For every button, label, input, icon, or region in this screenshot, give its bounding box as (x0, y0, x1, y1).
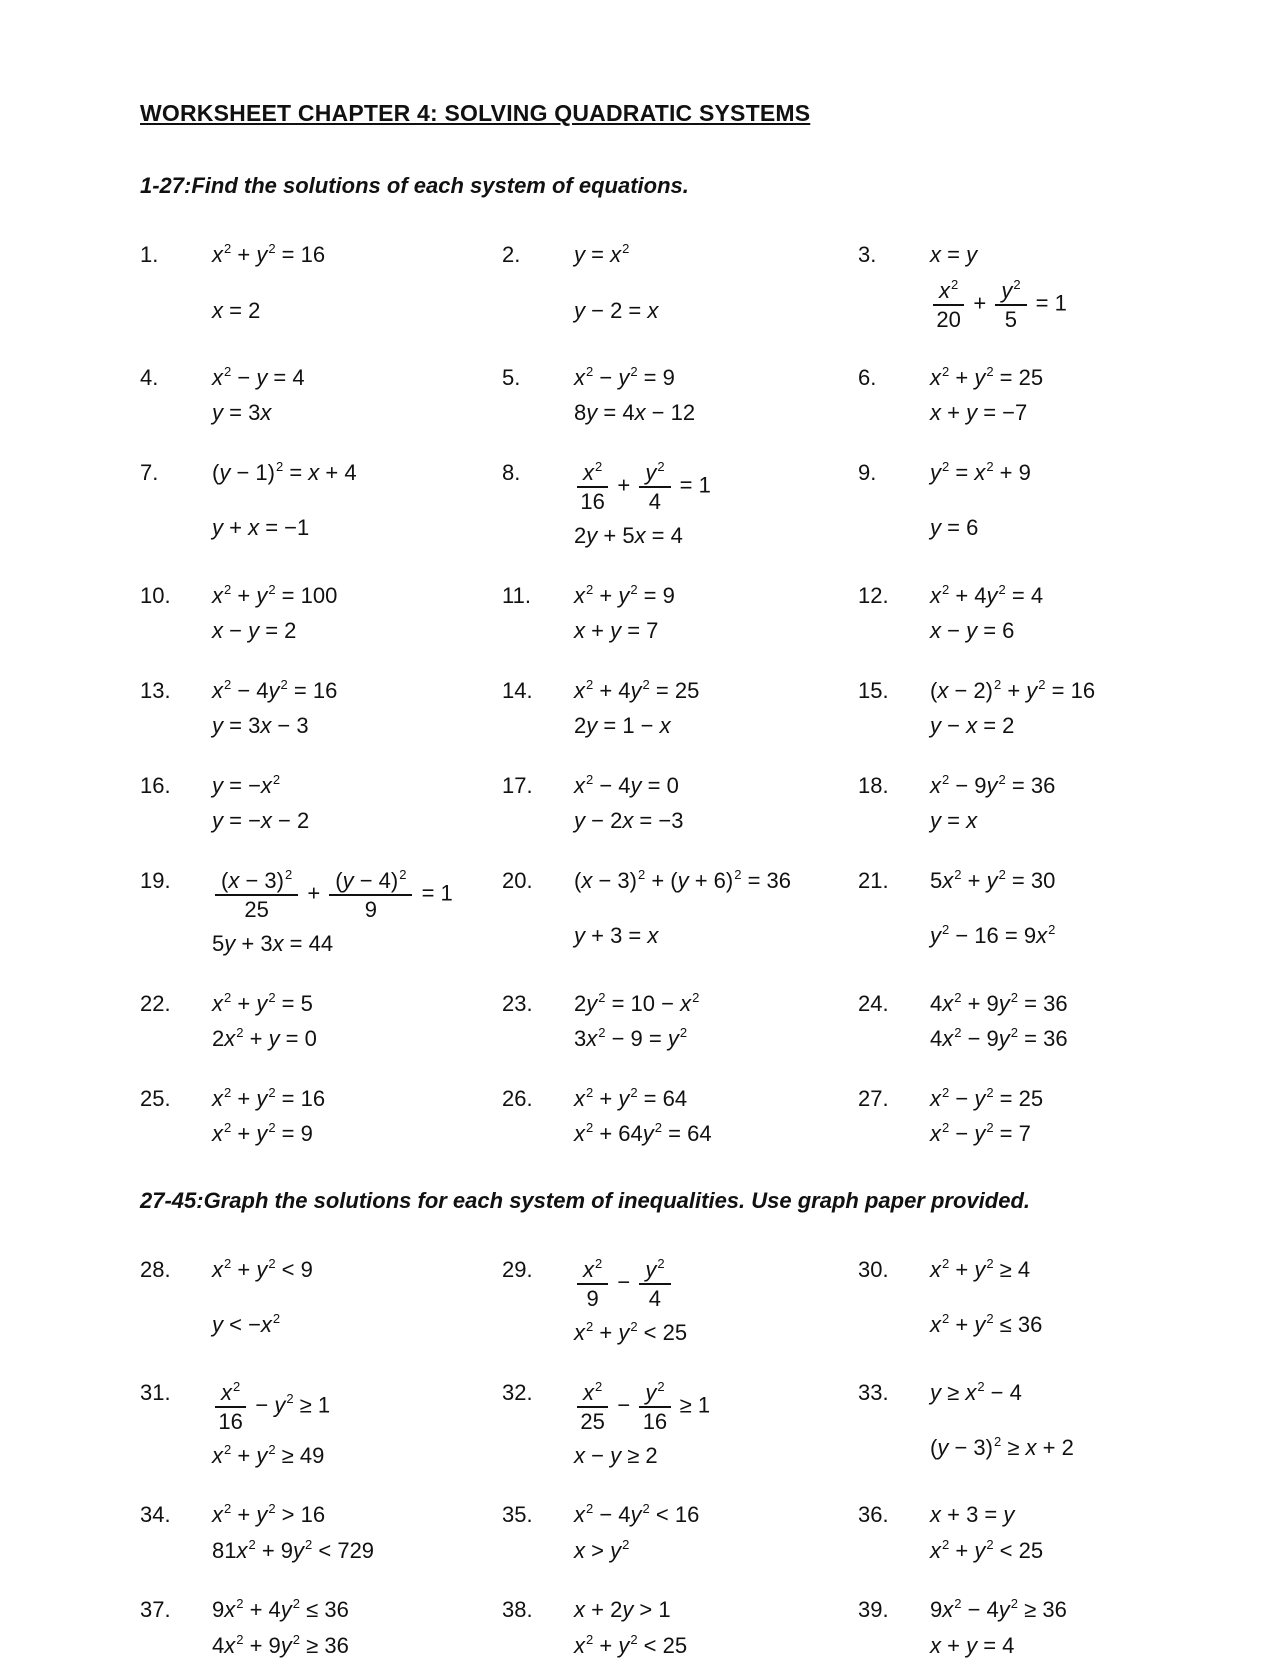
equation-line: $\frac{x^2}{9}$ − $\frac{y^2}{4}$ (574, 1256, 858, 1311)
equation-line: 5y + 3x = 44 (212, 931, 334, 957)
equation-line: y − 2 = x (574, 297, 659, 323)
fraction (577, 1379, 608, 1434)
problem-number: 24. (858, 990, 889, 1016)
fraction-denominator: 4 (648, 1285, 662, 1311)
problem-number: 30. (858, 1256, 889, 1282)
equation-line: x + 2y > 1 (574, 1597, 671, 1623)
fraction-numerator: $x^2$ (577, 459, 608, 488)
problem-number: 26. (502, 1085, 533, 1111)
section2-instruction: 27-45:Graph the solutions for each system of inequalities. Use graph paper provided. (140, 1187, 1030, 1213)
problem-29 (502, 1256, 858, 1347)
equation-line: $4x^2 - 9y^2 = 36$ (930, 1025, 1068, 1052)
problem-number: 3. (858, 242, 877, 267)
equation-line: y − x = 2 (930, 713, 1015, 739)
problem-15 (858, 677, 1235, 740)
equation-line: $x^2 + 4y^2 = 4$ (930, 581, 1044, 608)
fraction (577, 459, 608, 514)
problem-number: 25. (140, 1085, 171, 1111)
problem-equations (212, 582, 502, 645)
equation-line: 2y + 5x = 4 (574, 523, 683, 549)
problem-33 (858, 1379, 1235, 1470)
problem-number: 28. (140, 1256, 171, 1282)
problem-equations (930, 241, 1235, 332)
problem-number: 39. (858, 1597, 889, 1623)
problem-number: 14. (502, 677, 533, 703)
equation-line: x − y = 2 (212, 618, 297, 644)
problem-number: 19. (140, 867, 171, 893)
equation-line: $y < -x^2$ (212, 1311, 281, 1338)
problem-22 (140, 990, 502, 1053)
equation-line: y − 2x = −3 (574, 808, 684, 834)
problem-32 (502, 1379, 858, 1470)
equation-line: $x^2 + y^2 > 16$ (212, 1501, 326, 1528)
problem-12 (858, 582, 1235, 645)
problem-equations (930, 677, 1235, 740)
problem-equations (212, 241, 502, 324)
equation-line: x − y ≥ 2 (574, 1442, 658, 1468)
fraction-numerator: $y^2$ (639, 1256, 670, 1285)
equation-line: $(y - 3)^2 \ge x + 2$ (930, 1434, 1074, 1460)
fraction-denominator: 16 (580, 489, 605, 515)
fraction-denominator: 16 (218, 1408, 243, 1434)
problem-number: 33. (858, 1379, 889, 1405)
problem-27 (858, 1085, 1235, 1148)
problem-equations (212, 1379, 502, 1470)
equation-line: x = 2 (212, 297, 261, 323)
fraction (995, 277, 1026, 332)
problem-number: 13. (140, 677, 171, 703)
problem-number: 11. (502, 582, 531, 608)
problem-equations (574, 459, 858, 550)
problem-number: 12. (858, 582, 889, 608)
equation-line: $x^2 + y^2 \ge 4$ (930, 1255, 1031, 1282)
equation-line: y = x (930, 808, 978, 834)
problem-number: 36. (858, 1502, 889, 1528)
problem-number: 4. (140, 364, 159, 390)
problem-25 (140, 1085, 502, 1148)
problem-equations (930, 1379, 1235, 1462)
problem-35 (502, 1501, 858, 1564)
equation-line: $x^2 + y^2 \le 36$ (930, 1311, 1043, 1338)
equation-line: $x^2 + y^2 < 25$ (574, 1319, 688, 1345)
fraction-numerator: $y^2$ (639, 1379, 670, 1408)
problem-1 (140, 241, 502, 332)
equation-line: $x^2 + y^2 = 16$ (212, 241, 326, 267)
problem-17 (502, 772, 858, 835)
equation-line: $x^2 + y^2 = 64$ (574, 1084, 688, 1111)
equation-line: $9x^2 - 4y^2 \ge 36$ (930, 1596, 1067, 1623)
fraction-denominator: 25 (244, 896, 269, 922)
problem-equations (574, 1085, 858, 1148)
fraction-denominator: 20 (936, 306, 961, 332)
problem-34 (140, 1501, 502, 1564)
problem-number: 31. (140, 1379, 171, 1405)
problem-equations (212, 867, 502, 958)
fraction (215, 867, 298, 922)
fraction (329, 867, 412, 922)
problem-equations (212, 990, 502, 1053)
fraction-numerator: $x^2$ (577, 1379, 608, 1408)
fraction-denominator: 9 (586, 1285, 599, 1311)
equation-line: $81x^2 + 9y^2 < 729$ (212, 1536, 375, 1563)
equation-line: $x^2 - 4y^2 = 16$ (212, 676, 338, 703)
fraction-denominator: 5 (1004, 306, 1018, 332)
problem-8 (502, 459, 858, 550)
problem-number: 18. (858, 772, 889, 798)
problem-2 (502, 241, 858, 332)
problem-equations (930, 364, 1235, 427)
equation-line: $(x - 2)^2 + y^2 = 16$ (930, 676, 1096, 703)
problem-equations (212, 677, 502, 740)
problem-equations (212, 1085, 502, 1148)
problem-30 (858, 1256, 1235, 1347)
problem-number: 6. (858, 364, 877, 390)
section1-instruction: 1-27:Find the solutions of each system of equations. (140, 173, 689, 198)
fraction-numerator: $x^2$ (577, 1256, 608, 1285)
problem-equations (574, 1379, 858, 1470)
problem-equations (930, 582, 1235, 645)
problem-equations (212, 1501, 502, 1564)
problem-equations (212, 459, 502, 542)
problem-equations (574, 990, 858, 1053)
problem-equations (574, 241, 858, 324)
problem-equations (930, 772, 1235, 835)
problem-equations (574, 1501, 858, 1564)
problem-9 (858, 459, 1235, 550)
equation-line: 2y = 1 − x (574, 713, 671, 739)
equation-line: x + y = −7 (930, 400, 1028, 426)
equation-line: $x^2 - y^2 = 7$ (930, 1120, 1031, 1147)
equation-line: 8y = 4x − 12 (574, 400, 696, 426)
problem-20 (502, 867, 858, 958)
problem-36 (858, 1501, 1235, 1564)
problem-26 (502, 1085, 858, 1148)
problem-number: 15. (858, 677, 889, 703)
problem-24 (858, 990, 1235, 1053)
problem-number: 34. (140, 1502, 171, 1528)
problem-equations (930, 990, 1235, 1053)
problem-31 (140, 1379, 502, 1470)
equation-line: $x > y^2$ (574, 1536, 630, 1563)
problem-number: 21. (858, 867, 889, 893)
equation-line: $\frac{x^2}{25}$ − $\frac{y^2}{16}$ ≥ 1 (574, 1379, 858, 1434)
equation-line: x + y = 7 (574, 618, 659, 644)
equation-line: $x^2 + y^2 < 9$ (212, 1255, 313, 1282)
section1-problems (140, 241, 1235, 1148)
problem-number: 5. (502, 364, 521, 390)
equation-line: $x^2 + y^2 = 16$ (212, 1084, 326, 1111)
problem-10 (140, 582, 502, 645)
fraction-denominator: 4 (648, 489, 662, 515)
equation-line: $9x^2 + 4y^2 \le 36$ (212, 1596, 349, 1623)
problem-number: 37. (140, 1597, 171, 1623)
problem-11 (502, 582, 858, 645)
problem-equations (574, 1256, 858, 1347)
equation-line: $y = x^2$ (574, 241, 630, 267)
equation-line: $y \ge x^2 - 4$ (930, 1378, 1022, 1405)
equation-line: $x^2 - 4y = 0$ (574, 771, 679, 798)
equation-line: y + x = −1 (212, 515, 310, 541)
equation-line: $2y^2 = 10 - x^2$ (574, 989, 700, 1016)
equation-line: $y^2 - 16 = 9x^2$ (930, 922, 1056, 949)
equation-line: $2x^2 + y = 0$ (212, 1025, 317, 1052)
equation-line: $4x^2 + 9y^2 \ge 36$ (212, 1631, 349, 1658)
problem-number: 9. (858, 459, 877, 485)
equation-line: $3x^2 - 9 = y^2$ (574, 1025, 688, 1052)
problem-equations (212, 364, 502, 427)
equation-line: y = 6 (930, 515, 979, 541)
fraction-numerator: $(x - 3)^2$ (215, 867, 298, 896)
equation-line: $x^2 - 4y^2 < 16$ (574, 1501, 700, 1528)
equation-line: $y^2 = x^2 + 9$ (930, 458, 1031, 485)
problem-14 (502, 677, 858, 740)
problem-18 (858, 772, 1235, 835)
equation-line: $5x^2 + y^2 = 30$ (930, 866, 1056, 893)
problem-number: 10. (140, 582, 171, 608)
problem-number: 35. (502, 1502, 533, 1528)
equation-line: x + y = 4 (930, 1632, 1015, 1658)
fraction-numerator: $y^2$ (995, 277, 1026, 306)
problem-number: 22. (140, 990, 171, 1016)
equation-line: $x^2 - 9y^2 = 36$ (930, 771, 1056, 798)
fraction (215, 1379, 246, 1434)
equation-line: x − y = 6 (930, 618, 1015, 644)
equation-line: $y = -x^2$ (212, 771, 281, 798)
problem-equations (574, 364, 858, 427)
problem-number: 20. (502, 867, 533, 893)
problem-equations (574, 867, 858, 950)
problem-23 (502, 990, 858, 1053)
fraction (639, 1256, 670, 1311)
problem-16 (140, 772, 502, 835)
equation-line: y = −x − 2 (212, 808, 310, 834)
problem-equations (930, 1256, 1235, 1339)
problem-number: 2. (502, 242, 521, 267)
equation-line: $x^2 + y^2 < 25$ (930, 1536, 1044, 1563)
fraction (639, 1379, 670, 1434)
equation-line: $x^2 - y = 4$ (212, 363, 305, 390)
equation-line: $x^2 - y^2 = 25$ (930, 1084, 1044, 1111)
problem-number: 8. (502, 459, 521, 485)
fraction-numerator: $x^2$ (215, 1379, 246, 1408)
equation-line: $x^2 + 64y^2 = 64$ (574, 1120, 712, 1147)
equation-line: $x^2 + y^2 = 25$ (930, 363, 1044, 390)
fraction-numerator: $y^2$ (639, 459, 670, 488)
equation-line: $x^2 + y^2 = 9$ (212, 1120, 313, 1147)
problem-equations (574, 772, 858, 835)
equation-line: $4x^2 + 9y^2 = 36$ (930, 989, 1068, 1016)
problem-6 (858, 364, 1235, 427)
problem-19 (140, 867, 502, 958)
equation-line: $\frac{x^2}{20}$ + $\frac{y^2}{5}$ = 1 (930, 277, 1235, 332)
fraction-denominator: 25 (580, 1408, 605, 1434)
equation-line: $\frac{x^2}{16}$ − $y^2 \ge 1$ (212, 1379, 502, 1434)
problem-number: 27. (858, 1085, 889, 1111)
problem-equations (574, 677, 858, 740)
equation-line: $(x - 3)^2 + (y + 6)^2 = 36$ (574, 866, 792, 893)
equation-line: $x^2 + y^2 < 25$ (574, 1631, 688, 1658)
equation-line: $x^2 + y^2 = 5$ (212, 989, 313, 1016)
equation-line: $x^2 + y^2 \ge 49$ (212, 1441, 325, 1468)
fraction-numerator: $(y - 4)^2$ (329, 867, 412, 896)
problem-13 (140, 677, 502, 740)
problem-7 (140, 459, 502, 550)
fraction-denominator: 9 (364, 896, 377, 922)
problem-number: 29. (502, 1256, 533, 1282)
problem-equations (930, 1085, 1235, 1148)
problem-equations (930, 459, 1235, 542)
equation-line: y = 3x (212, 400, 272, 426)
problem-number: 7. (140, 459, 159, 485)
problem-5 (502, 364, 858, 427)
problem-number: 32. (502, 1379, 533, 1405)
fraction (933, 277, 964, 332)
section2-problems (140, 1256, 1235, 1659)
equation-line: $x^2 + 4y^2 = 25$ (574, 676, 700, 703)
page-title: WORKSHEET CHAPTER 4: SOLVING QUADRATIC SYSTEMS (140, 100, 811, 126)
equation-line: x = y (930, 242, 978, 267)
problem-28 (140, 1256, 502, 1347)
fraction (639, 459, 670, 514)
problem-equations (212, 1256, 502, 1339)
problem-number: 1. (140, 242, 159, 267)
problem-equations (930, 1501, 1235, 1564)
problem-4 (140, 364, 502, 427)
equation-line: x + 3 = y (930, 1502, 1015, 1528)
problem-number: 23. (502, 990, 533, 1016)
equation-line: $x^2 - y^2 = 9$ (574, 363, 675, 390)
equation-line: $x^2 + y^2 = 9$ (574, 581, 675, 608)
equation-line: $(y - 1)^2 = x + 4$ (212, 458, 357, 485)
problem-number: 17. (502, 772, 533, 798)
problem-3 (858, 241, 1235, 332)
fraction-numerator: $x^2$ (933, 277, 964, 306)
equation-line: y = 3x − 3 (212, 713, 309, 739)
equation-line: y + 3 = x (574, 923, 659, 949)
fraction (577, 1256, 608, 1311)
equation-line: $x^2 + y^2 = 100$ (212, 581, 338, 608)
fraction-denominator: 16 (642, 1408, 668, 1434)
problem-equations (930, 867, 1235, 950)
problem-equations (212, 772, 502, 835)
problem-number: 38. (502, 1597, 533, 1623)
problem-21 (858, 867, 1235, 958)
problem-number: 16. (140, 772, 171, 798)
equation-line: $\frac{x^2}{16}$ + $\frac{y^2}{4}$ = 1 (574, 459, 858, 514)
equation-line: $\frac{(x - 3)^2}{25}$ + $\frac{(y - 4)^2}{9}$ = 1 (212, 867, 502, 922)
problem-equations (574, 582, 858, 645)
